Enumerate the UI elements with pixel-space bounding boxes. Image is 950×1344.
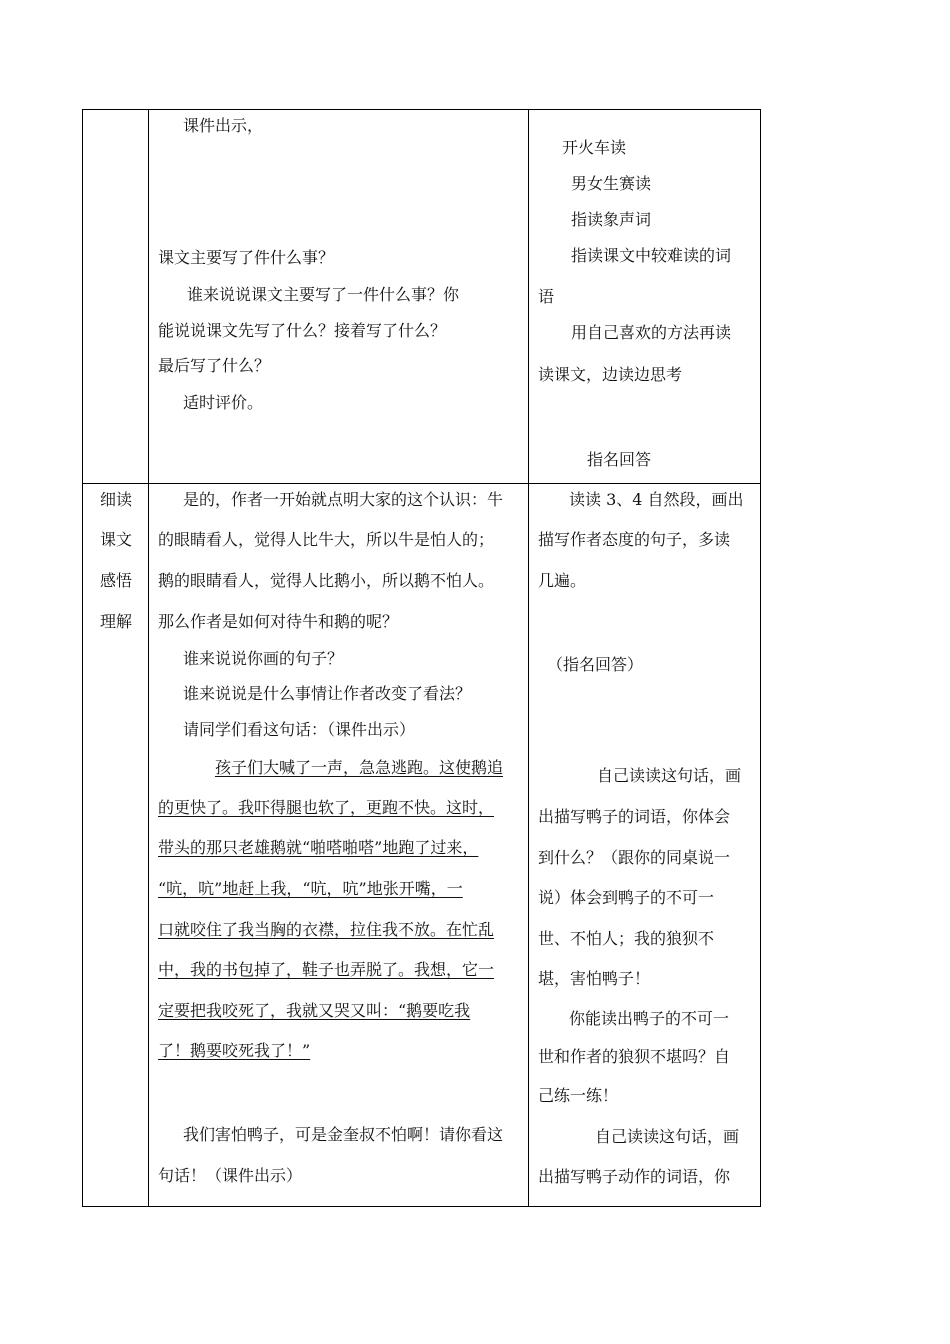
text-line: 请同学们看这句话：（课件出示） (183, 720, 416, 739)
text-line: 指读课文中较难读的词 (571, 246, 732, 265)
text-line: 用自己喜欢的方法再读 (571, 323, 732, 342)
teacher-activity-cell (149, 484, 529, 1207)
text-line: 是的，作者一开始就点明大家的这个认识：牛 (183, 490, 504, 509)
quoted-passage-line: 孩子们大喊了一声，急急逃跑。这使鹅追 (215, 758, 504, 777)
stage-label: 课文 (99, 530, 132, 549)
quoted-passage-line: “吭，吭”地赶上我，“吭，吭”地张开嘴，一 (158, 879, 463, 898)
text-line: 课件出示， (183, 116, 264, 135)
text-line: 读读 3、4 自然段，画出 (569, 490, 744, 509)
teacher-activity-cell (149, 110, 529, 484)
quoted-passage-line: 口就咬住了我当胸的衣襟，拉住我不放。在忙乱 (158, 920, 495, 939)
text-line: 指读象声词 (571, 210, 652, 229)
stage-cell (83, 484, 149, 1207)
text-line: 自己读读这句话，画 (595, 1127, 740, 1146)
stage-label: 理解 (99, 612, 132, 631)
text-line: 谁来说说课文主要写了一件什么事？你 (187, 285, 460, 304)
text-line: 谁来说说是什么事情让作者改变了看法？ (183, 684, 472, 703)
table-row (83, 110, 761, 484)
text-line: 那么作者是如何对待牛和鹅的呢？ (158, 612, 399, 631)
text-line: 语 (538, 287, 555, 306)
text-line: 开火车读 (562, 138, 627, 157)
text-line: 出描写鸭子的词语，你体会 (538, 807, 731, 826)
student-activity-cell (529, 110, 761, 484)
stage-cell (83, 110, 149, 484)
text-line: 读课文，边读边思考 (538, 365, 683, 384)
quoted-passage-line: 的更快了。我吓得腿也软了，更跑不快。这时， (158, 798, 495, 817)
quoted-passage-line: 定要把我咬死了，我就又哭又叫：“鹅要吃我 (158, 1001, 471, 1020)
text-line: 己练一练！ (538, 1086, 619, 1105)
text-line: 几遍。 (538, 571, 587, 590)
text-line: 鹅的眼睛看人，觉得人比鹅小，所以鹅不怕人。 (158, 571, 495, 590)
text-line: 我们害怕鸭子，可是金奎叔不怕啊！请你看这 (183, 1125, 504, 1144)
stage-label: 感悟 (99, 571, 132, 590)
text-line: 描写作者态度的句子，多读 (538, 530, 731, 549)
text-line: 世和作者的狼狈不堪吗？自 (538, 1047, 731, 1066)
stage-label: 细读 (99, 490, 132, 509)
text-line: 堪，害怕鸭子！ (538, 969, 651, 988)
quoted-passage-line: 带头的那只老雄鹅就“啪嗒啪嗒”地跑了过来， (158, 838, 479, 857)
quoted-passage-line: 中，我的书包掉了，鞋子也弄脱了。我想，它一 (158, 960, 495, 979)
text-line: （指名回答） (547, 655, 644, 674)
text-line: 男女生赛读 (571, 174, 652, 193)
text-line: 指名回答 (587, 450, 652, 469)
quoted-passage-line: 了！鹅要咬死我了！” (158, 1041, 311, 1060)
table-row (83, 484, 761, 1207)
text-line: 能说说课文先写了什么？接着写了什么？ (158, 321, 447, 340)
text-line: 世、不怕人；我的狼狈不 (538, 929, 715, 948)
text-line: 出描写鸭子动作的词语，你 (538, 1167, 731, 1186)
student-activity-cell (529, 484, 761, 1207)
text-line: 的眼睛看人，觉得人比牛大，所以牛是怕人的； (158, 530, 495, 549)
text-line: 自己读读这句话，画 (597, 766, 742, 785)
text-line: 适时评价。 (183, 393, 264, 412)
text-line: 到什么？（跟你的同桌说一 (538, 848, 731, 867)
text-line: 你能读出鸭子的不可一 (569, 1009, 730, 1028)
text-line: 说）体会到鸭子的不可一 (538, 888, 715, 907)
text-line: 句话！（课件出示） (158, 1166, 303, 1185)
text-line: 课文主要写了件什么事？ (158, 248, 335, 267)
lesson-plan-table (82, 109, 761, 1207)
text-line: 谁来说说你画的句子？ (183, 649, 344, 668)
text-line: 最后写了什么？ (158, 356, 271, 375)
